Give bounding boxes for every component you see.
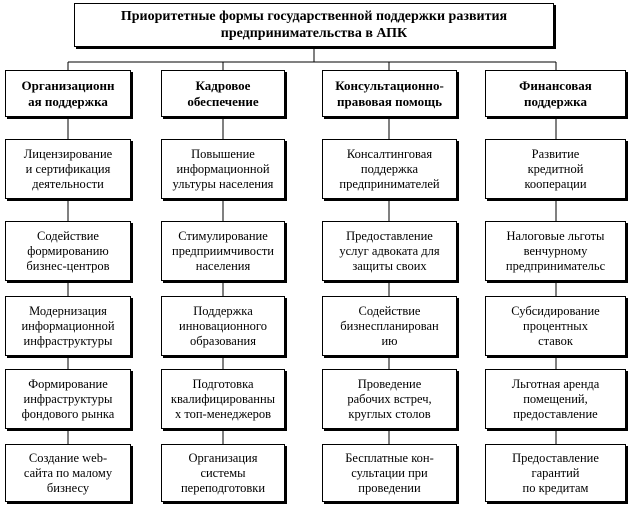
- item-label: Содействие формированию бизнес-центров: [26, 228, 110, 273]
- header-organizational: [5, 70, 131, 117]
- item-box: [322, 221, 457, 281]
- item-label: Формирование инфраструктуры фондового рынка: [21, 376, 115, 421]
- header-financial-label: Финансовая поддержка: [519, 77, 592, 109]
- header-financial: [485, 70, 626, 117]
- item-box: [322, 296, 457, 356]
- item-box: [485, 369, 626, 429]
- item-box: [5, 369, 131, 429]
- item-box: [322, 369, 457, 429]
- item-box: [322, 139, 457, 199]
- item-label: Субсидирование процентных ставок: [511, 303, 600, 348]
- item-box: [161, 139, 285, 199]
- item-box: [485, 221, 626, 281]
- item-label: Модернизация информационной инфраструктуры: [21, 303, 115, 348]
- item-label: Организация системы переподготовки: [180, 450, 266, 495]
- item-label: Создание web- сайта по малому бизнесу: [23, 450, 113, 495]
- header-personnel-label: Кадровое обеспечение: [187, 77, 259, 109]
- item-label: Стимулирование предприимчивости населения: [172, 228, 274, 273]
- item-label: Содействие бизнеспланирован ию: [340, 303, 439, 348]
- item-label: Предоставление гарантий по кредитам: [512, 450, 599, 495]
- item-label: Консалтинговая поддержка предпринимателей: [339, 146, 440, 191]
- item-box: [5, 221, 131, 281]
- item-label: Налоговые льготы венчурному предпринимательс: [505, 228, 606, 273]
- item-box: [5, 296, 131, 356]
- item-label: Проведение рабочих встреч, круглых столов: [347, 376, 432, 421]
- item-box: [485, 296, 626, 356]
- item-box: [485, 139, 626, 199]
- diagram-title: [74, 3, 554, 47]
- item-box: [322, 444, 457, 502]
- item-box: [485, 444, 626, 502]
- header-legal: [322, 70, 457, 117]
- item-box: [161, 296, 285, 356]
- item-label: Бесплатные кон- сультации при проведении: [345, 450, 434, 495]
- item-box: [161, 369, 285, 429]
- diagram-title-text: Приоритетные формы государственной поддержки развития предпринимательства в АПК: [120, 8, 508, 41]
- item-box: [161, 221, 285, 281]
- header-legal-label: Консультационно- правовая помощь: [335, 77, 444, 109]
- item-label: Лицензирование и сертификация деятельности: [23, 146, 113, 191]
- header-personnel: [161, 70, 285, 117]
- item-label: Развитие кредитной кооперации: [524, 146, 587, 191]
- item-label: Повышение информационной ультуры населения: [172, 146, 274, 191]
- item-label: Поддержка инновационного образования: [179, 303, 267, 348]
- header-organizational-label: Организационн ая поддержка: [21, 77, 115, 109]
- item-box: [5, 139, 131, 199]
- item-label: Подготовка квалифицированны х топ-менеджеров: [170, 376, 276, 421]
- item-label: Предоставление услуг адвоката для защиты своих: [339, 228, 440, 273]
- item-box: [161, 444, 285, 502]
- item-label: Льготная аренда помещений, предоставление: [511, 376, 600, 421]
- item-box: [5, 444, 131, 502]
